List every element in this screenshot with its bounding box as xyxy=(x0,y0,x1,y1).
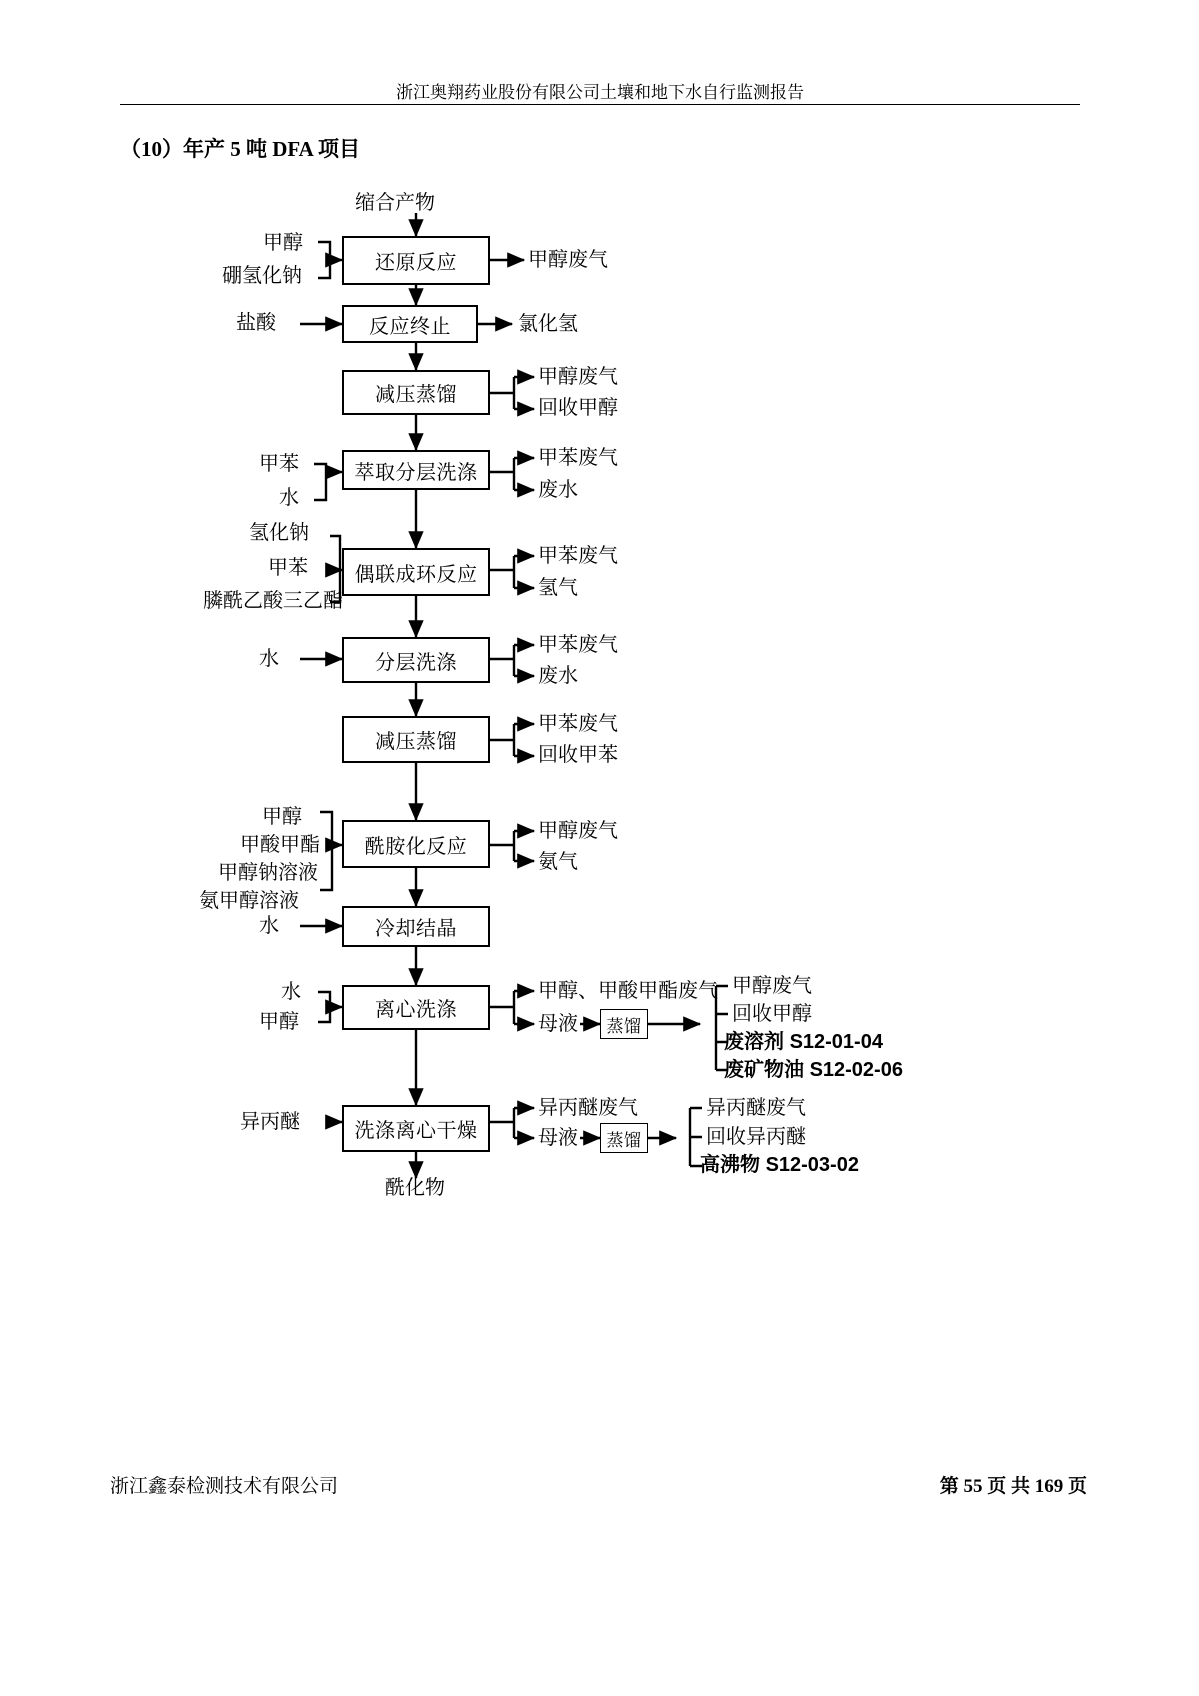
distill1-output-2 xyxy=(724,1030,883,1055)
document-header: 浙江奥翔药业股份有限公司土壤和地下水自行监测报告 xyxy=(396,83,804,102)
input-n5-toluene: 甲苯 xyxy=(268,557,308,579)
node-vacuum-distillation-2[interactable]: 减压蒸馏 xyxy=(342,716,490,763)
input-n5-triethyl-phosphonoacetate: 膦酰乙酸三乙酯 xyxy=(203,590,343,612)
input-n6-water: 水 xyxy=(259,648,279,670)
node-reaction-termination[interactable]: 反应终止 xyxy=(342,305,478,343)
node-centrifugal-wash[interactable]: 离心洗涤 xyxy=(342,985,490,1030)
input-n8-sodium-methoxide-solution: 甲醇钠溶液 xyxy=(218,862,318,884)
distill1-output-3 xyxy=(724,1058,903,1083)
distill2-output-2-text: 高沸物 xyxy=(700,1154,760,1176)
node-distillation-2[interactable]: 蒸馏 xyxy=(600,1123,648,1153)
distill2-output-2 xyxy=(700,1153,859,1178)
distill2-output-2-code: S12-03-02 xyxy=(765,1154,859,1176)
distill2-output-1: 回收异丙醚 xyxy=(706,1126,806,1148)
output-n7-toluene-waste-gas: 甲苯废气 xyxy=(538,713,618,735)
input-n1-sodium-borohydride: 硼氢化钠 xyxy=(222,265,302,287)
output-n4-wastewater: 废水 xyxy=(538,479,578,501)
distill2-output-0: 异丙醚废气 xyxy=(706,1097,806,1119)
input-n4-toluene: 甲苯 xyxy=(259,453,299,475)
input-n2-hydrochloric-acid: 盐酸 xyxy=(236,312,276,334)
node-distillation-1[interactable]: 蒸馏 xyxy=(600,1009,648,1039)
distill1-output-3-text: 废矿物油 xyxy=(724,1059,804,1081)
input-n8-ammonia-methanol-solution: 氨甲醇溶液 xyxy=(199,890,299,912)
output-n10-mother-liquor: 母液 xyxy=(538,1013,578,1035)
distill1-output-0: 甲醇废气 xyxy=(732,975,812,997)
section-title: （10）年产 5 吨 DFA 项目 xyxy=(120,137,360,161)
input-n8-methanol: 甲醇 xyxy=(262,806,302,828)
output-n1-methanol-waste-gas: 甲醇废气 xyxy=(528,249,608,271)
input-n4-water: 水 xyxy=(279,487,299,509)
output-n5-hydrogen: 氢气 xyxy=(538,577,578,599)
flow-input-top: 缩合产物 xyxy=(355,192,435,214)
input-n1-methanol: 甲醇 xyxy=(263,232,303,254)
output-n8-methanol-waste-gas: 甲醇废气 xyxy=(538,820,618,842)
output-n5-toluene-waste-gas: 甲苯废气 xyxy=(538,545,618,567)
footer-company: 浙江鑫泰检测技术有限公司 xyxy=(110,1476,339,1497)
input-n11-isopropyl-ether: 异丙醚 xyxy=(240,1111,300,1133)
output-n4-toluene-waste-gas: 甲苯废气 xyxy=(538,447,618,469)
node-layer-wash[interactable]: 分层洗涤 xyxy=(342,637,490,683)
output-n3-recovered-methanol: 回收甲醇 xyxy=(538,397,618,419)
node-reduction-reaction[interactable]: 还原反应 xyxy=(342,236,490,285)
input-n8-methyl-formate: 甲酸甲酯 xyxy=(240,834,320,856)
input-n10-water: 水 xyxy=(281,981,301,1003)
output-n7-recovered-toluene: 回收甲苯 xyxy=(538,744,618,766)
node-extraction-layer-wash[interactable]: 萃取分层洗涤 xyxy=(342,450,490,490)
output-n11-mother-liquor: 母液 xyxy=(538,1127,578,1149)
input-n5-sodium-hydride: 氢化钠 xyxy=(249,522,309,544)
distill1-output-2-text: 废溶剂 xyxy=(724,1031,784,1053)
input-n10-methanol: 甲醇 xyxy=(259,1011,299,1033)
distill1-output-2-code: S12-01-04 xyxy=(789,1031,883,1053)
node-wash-centrifuge-dry[interactable]: 洗涤离心干燥 xyxy=(342,1105,490,1152)
output-n6-toluene-waste-gas: 甲苯废气 xyxy=(538,634,618,656)
distill1-output-1: 回收甲醇 xyxy=(732,1003,812,1025)
node-coupling-cyclization[interactable]: 偶联成环反应 xyxy=(342,548,490,596)
flow-output-final: 酰化物 xyxy=(385,1177,445,1199)
node-cooling-crystallization[interactable]: 冷却结晶 xyxy=(342,906,490,947)
footer-page-number: 第 55 页 共 169 页 xyxy=(939,1476,1087,1497)
output-n10-waste-gas: 甲醇、甲酸甲酯废气 xyxy=(538,980,718,1002)
output-n2-hydrogen-chloride: 氯化氢 xyxy=(518,313,578,335)
output-n8-ammonia-gas: 氨气 xyxy=(538,851,578,873)
output-n6-wastewater: 废水 xyxy=(538,665,578,687)
node-vacuum-distillation-1[interactable]: 减压蒸馏 xyxy=(342,370,490,415)
distill1-output-3-code: S12-02-06 xyxy=(809,1059,903,1081)
node-amidation-reaction[interactable]: 酰胺化反应 xyxy=(342,820,490,868)
output-n3-methanol-waste-gas: 甲醇废气 xyxy=(538,366,618,388)
input-n9-water: 水 xyxy=(259,915,279,937)
output-n11-isopropyl-ether-waste-gas: 异丙醚废气 xyxy=(538,1097,638,1119)
